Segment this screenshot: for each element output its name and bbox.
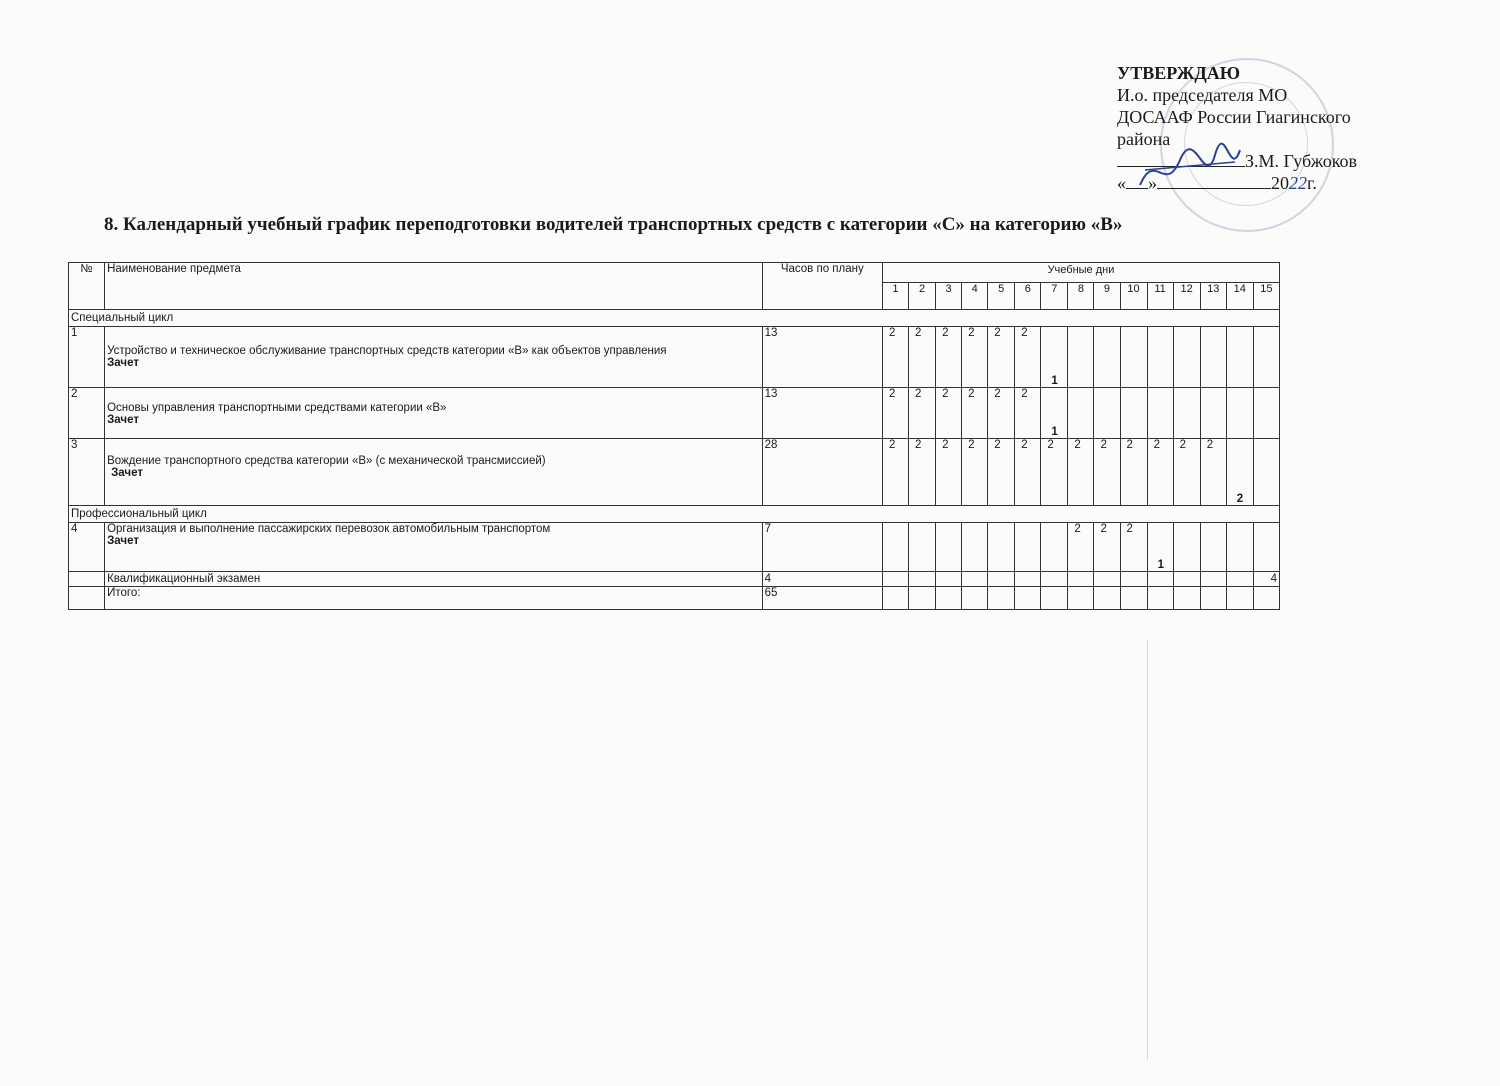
day-value: 2 xyxy=(1021,439,1028,451)
row-hours: 13 xyxy=(762,327,882,388)
day-value: 2 xyxy=(968,439,975,451)
day-header: 5 xyxy=(988,282,1015,309)
day-value: 2 xyxy=(1047,439,1054,451)
row-hours: 7 xyxy=(762,523,882,572)
day-header: 15 xyxy=(1253,282,1279,309)
row-subject: Вождение транспортного средства категории «В» (с механической трансмиссией) xyxy=(107,455,546,467)
approval-heading: УТВЕРЖДАЮ xyxy=(1117,63,1241,83)
approval-line-3: района xyxy=(1117,129,1171,149)
header-hours: Часов по плану xyxy=(762,263,882,310)
day-value: 2 xyxy=(1126,523,1133,535)
exam-hours: 4 xyxy=(762,572,882,587)
exam-row xyxy=(69,572,1280,587)
total-row xyxy=(69,587,1280,610)
header-row xyxy=(69,263,1280,283)
schedule-table xyxy=(68,262,1280,610)
professional-cycle-label: Профессиональный цикл xyxy=(69,506,1280,523)
date-close-quote: » xyxy=(1148,173,1157,193)
row-subject: Основы управления транспортными средствами категории «В» xyxy=(107,402,447,414)
day-credit-value: 1 xyxy=(1157,559,1164,571)
header-subject: Наименование предмета xyxy=(105,263,763,310)
total-label: Итого: xyxy=(105,587,763,610)
row-subject: Устройство и техническое обслуживание транспортных средств категории «В» как объектов управления xyxy=(107,345,667,357)
signature-scribble xyxy=(1135,140,1245,200)
date-year-prefix: 20 xyxy=(1271,173,1289,193)
row-num: 3 xyxy=(69,439,105,506)
special-cycle-row xyxy=(69,310,1280,327)
row-credit: Зачет xyxy=(107,357,139,369)
day-value: 2 xyxy=(1100,439,1107,451)
day-value: 2 xyxy=(994,327,1001,339)
approval-line-2: ДОСААФ России Гиагинского xyxy=(1117,107,1351,127)
day-value: 2 xyxy=(1021,388,1028,400)
day-value: 2 xyxy=(888,388,896,400)
row-hours: 13 xyxy=(762,388,882,439)
day-header: 8 xyxy=(1068,282,1094,309)
page-title: 8. Календарный учебный график переподготовки водителей транспортных средств с категории «С» на категорию «В» xyxy=(104,214,1123,235)
day-header: 1 xyxy=(882,282,908,309)
day-header: 13 xyxy=(1200,282,1226,309)
row-subject-cell xyxy=(105,439,763,506)
day-value: 2 xyxy=(1206,439,1214,451)
day-header: 6 xyxy=(1015,282,1041,309)
day-value: 2 xyxy=(942,327,949,339)
day-credit-value: 2 xyxy=(1236,493,1244,505)
day-value: 2 xyxy=(968,327,975,339)
row-num: 1 xyxy=(69,327,105,388)
row-subject-cell xyxy=(105,388,763,439)
day-header: 14 xyxy=(1226,282,1253,309)
table-row xyxy=(69,523,1280,572)
day-value: 2 xyxy=(888,327,896,339)
row-credit: Зачет xyxy=(107,414,139,426)
row-credit: Зачет xyxy=(111,467,143,479)
row-hours: 28 xyxy=(762,439,882,506)
row-subject: Организация и выполнение пассажирских перевозок автомобильным транспортом xyxy=(107,523,551,535)
header-num: № xyxy=(69,263,105,310)
day-header: 11 xyxy=(1147,282,1173,309)
table-row xyxy=(69,439,1280,506)
table-row xyxy=(69,327,1280,388)
day-header: 3 xyxy=(936,282,962,309)
exam-day-value: 4 xyxy=(1253,572,1279,587)
day-value: 2 xyxy=(1126,439,1133,451)
day-value: 2 xyxy=(1074,523,1081,535)
date-year-handwritten: 22 xyxy=(1289,173,1307,193)
table-row xyxy=(69,388,1280,439)
day-value: 2 xyxy=(915,327,922,339)
scan-divider xyxy=(1147,640,1148,1060)
day-value: 2 xyxy=(1100,523,1107,535)
exam-label: Квалификационный экзамен xyxy=(105,572,763,587)
header-days: Учебные дни xyxy=(882,263,1279,283)
row-num: 4 xyxy=(69,523,105,572)
row-credit: Зачет xyxy=(107,535,139,547)
day-value: 2 xyxy=(915,439,922,451)
day-header: 12 xyxy=(1173,282,1200,309)
day-credit-value: 1 xyxy=(1051,375,1058,387)
day-value: 2 xyxy=(994,439,1001,451)
day-credit-value: 1 xyxy=(1051,426,1058,438)
professional-cycle-row xyxy=(69,506,1280,523)
day-value: 2 xyxy=(1179,439,1187,451)
day-value: 2 xyxy=(1153,439,1160,451)
day-value: 2 xyxy=(1074,439,1081,451)
row-subject-cell xyxy=(105,523,763,572)
approval-line-1: И.о. председателя МО xyxy=(1117,85,1288,105)
date-open-quote: « xyxy=(1117,173,1126,193)
day-value: 2 xyxy=(994,388,1001,400)
day-value: 2 xyxy=(942,439,949,451)
row-subject-cell xyxy=(105,327,763,388)
day-value: 2 xyxy=(888,439,896,451)
day-value: 2 xyxy=(942,388,949,400)
day-value: 2 xyxy=(915,388,922,400)
special-cycle-label: Специальный цикл xyxy=(69,310,1280,327)
row-num: 2 xyxy=(69,388,105,439)
day-header: 10 xyxy=(1120,282,1147,309)
day-value: 2 xyxy=(968,388,975,400)
day-value: 2 xyxy=(1021,327,1028,339)
day-header: 7 xyxy=(1041,282,1068,309)
approver-name: З.М. Губжоков xyxy=(1245,151,1358,171)
total-hours: 65 xyxy=(762,587,882,610)
day-header: 2 xyxy=(909,282,936,309)
day-header: 4 xyxy=(962,282,988,309)
date-year-suffix: г. xyxy=(1307,173,1317,193)
day-header: 9 xyxy=(1094,282,1120,309)
